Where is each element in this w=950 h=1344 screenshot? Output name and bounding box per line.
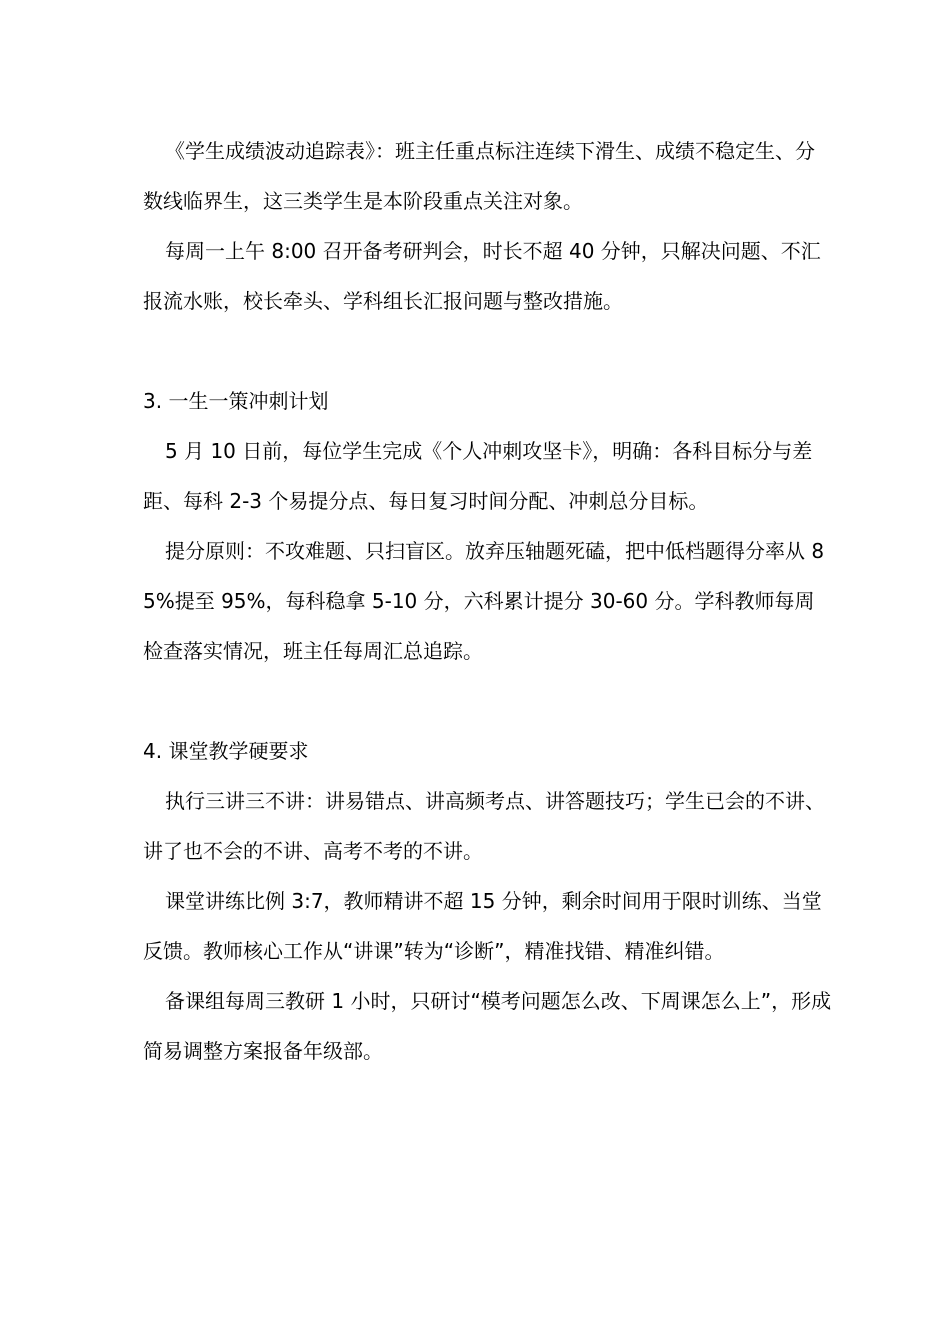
paragraph-weekly-meeting: 每周一上午 8:00 召开备考研判会，时长不超 40 分钟，只解决问题、不汇报流水账，校长牵头、学科组长汇报问题与整改措施。 — [143, 239, 821, 313]
paragraph-three-teach: 执行三讲三不讲：讲易错点、讲高频考点、讲答题技巧；学生已会的不讲、讲了也不会的不讲、高考不考的不讲。 — [143, 789, 825, 863]
section-spacer — [143, 326, 833, 376]
document-body — [143, 126, 833, 1076]
paragraph-lesson-prep: 备课组每周三教研 1 小时，只研讨“模考问题怎么改、下周课怎么上”，形成简易调整方案报备年级部。 — [143, 989, 832, 1063]
paragraph-score-principle: 提分原则：不攻难题、只扫盲区。放弃压轴题死磕，把中低档题得分率从 85%提至 95%，每科稳拿 5-10 分，六科累计提分 30-60 分。学科教师每周检查落实情况，班主任每周汇总追踪。 — [143, 539, 825, 663]
section-heading-classroom: 4. 课堂教学硬要求 — [143, 739, 309, 763]
paragraph-sprint-card: 5 月 10 日前，每位学生完成《个人冲刺攻坚卡》，明确：各科目标分与差距、每科 2-3 个易提分点、每日复习时间分配、冲刺总分目标。 — [143, 439, 813, 513]
paragraph-practice-ratio: 课堂讲练比例 3:7，教师精讲不超 15 分钟，剩余时间用于限时训练、当堂反馈。教师核心工作从“讲课”转为“诊断”，精准找错、精准纠错。 — [143, 889, 822, 963]
section-spacer — [143, 676, 833, 726]
section-heading-sprint-plan: 3. 一生一策冲刺计划 — [143, 389, 329, 413]
paragraph-tracking-table: 《学生成绩波动追踪表》：班主任重点标注连续下滑生、成绩不稳定生、分数线临界生，这三类学生是本阶段重点关注对象。 — [143, 139, 815, 213]
